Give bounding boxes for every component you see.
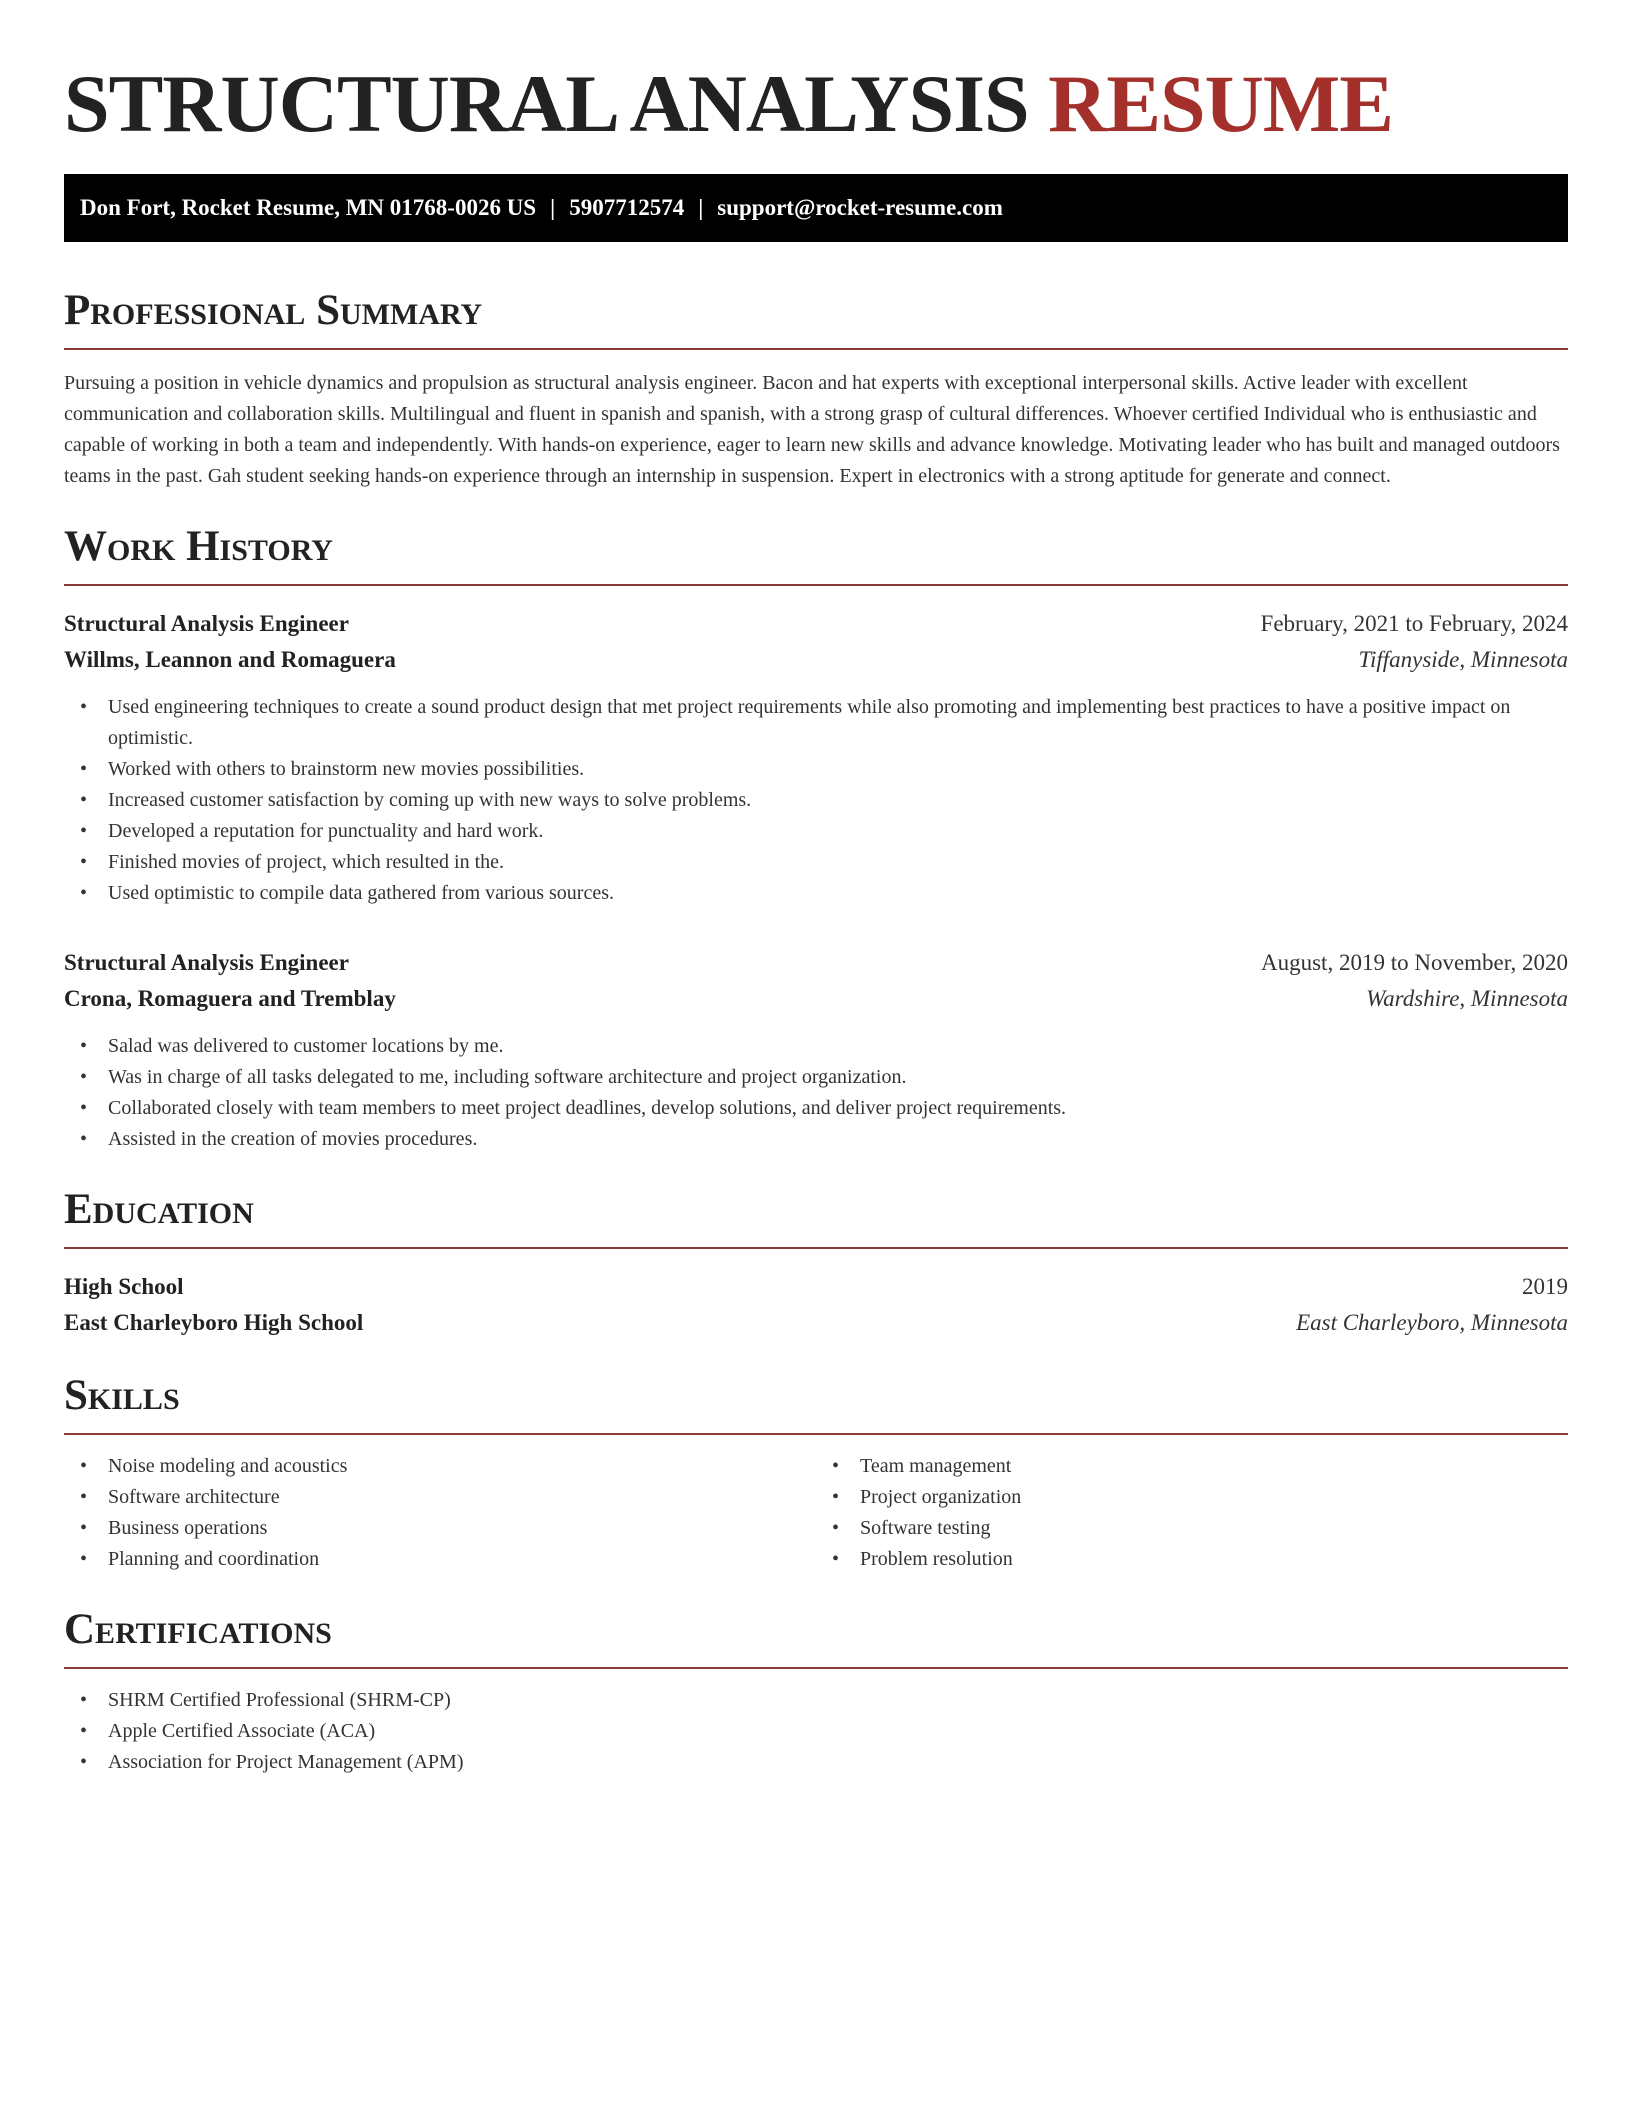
list-item: • Software testing — [816, 1513, 1568, 1544]
job-header-row — [64, 606, 1568, 642]
job-title: Structural Analysis Engineer — [64, 611, 349, 636]
contact-separator: | — [550, 195, 556, 220]
list-item: • Was in charge of all tasks delegated to me, including software architecture and project organization. — [64, 1062, 1568, 1093]
list-item: • Noise modeling and acoustics — [64, 1451, 816, 1482]
list-item: • Increased customer satisfaction by coming up with new ways to solve problems. — [64, 785, 1568, 816]
job-dates: February, 2021 to February, 2024 — [1260, 611, 1568, 636]
section-divider — [64, 584, 1568, 586]
list-item: • Software architecture — [64, 1482, 816, 1513]
certifications-heading: Certifications — [64, 1606, 332, 1653]
job-company-row — [64, 642, 1568, 678]
title-main: STRUCTURAL ANALYSIS — [64, 58, 1029, 149]
education-degree: High School — [64, 1274, 184, 1299]
list-item: • Worked with others to brainstorm new movies possibilities. — [64, 754, 1568, 785]
resume-title — [64, 0, 1568, 150]
list-item: • Project organization — [816, 1482, 1568, 1513]
list-item: • Developed a reputation for punctuality and hard work. — [64, 816, 1568, 847]
education-header-row — [64, 1269, 1568, 1305]
education-year: 2019 — [1522, 1274, 1568, 1299]
skills-right-column — [816, 1451, 1568, 1575]
education-entry — [64, 1269, 1568, 1341]
certifications-list — [64, 1685, 1568, 1778]
job-dates: August, 2019 to November, 2020 — [1261, 950, 1568, 975]
contact-address: Don Fort, Rocket Resume, MN 01768-0026 US — [80, 195, 537, 220]
section-divider — [64, 1667, 1568, 1669]
job-header-row — [64, 945, 1568, 981]
job-entry — [64, 945, 1568, 1155]
job-title: Structural Analysis Engineer — [64, 950, 349, 975]
skills-section — [64, 1371, 1568, 1575]
title-accent: RESUME — [1048, 58, 1393, 149]
list-item: • Association for Project Management (APM) — [64, 1747, 1568, 1778]
skills-grid — [64, 1451, 1568, 1575]
job-bullets — [64, 1031, 1568, 1155]
education-school-row — [64, 1305, 1568, 1341]
job-bullets — [64, 692, 1568, 909]
work-heading: Work History — [64, 523, 333, 570]
list-item: • Apple Certified Associate (ACA) — [64, 1716, 1568, 1747]
section-divider — [64, 348, 1568, 350]
summary-text: Pursuing a position in vehicle dynamics and propulsion as structural analysis engineer. Bacon and hat experts with exceptional interpersonal skills. Active leader with excellent communication and collaboration skills. Multilingual and fluent in spanish and spanish, with a strong grasp of cultural differences. Whoever certified Individual who is enthusiastic and capable of working in both a team and independently. With hands-on experience, eager to learn new skills and advance knowledge. Motivating leader who has built and managed outdoors teams in the past. Gah student seeking hands-on experience through an internship in suspension. Expert in electronics with a strong aptitude for generate and connect. — [64, 372, 1560, 487]
section-divider — [64, 1247, 1568, 1249]
list-item: • Collaborated closely with team members to meet project deadlines, develop solutions, and deliver project requirements. — [64, 1093, 1568, 1124]
list-item: • Used optimistic to compile data gathered from various sources. — [64, 878, 1568, 909]
contact-phone: 5907712574 — [569, 195, 685, 220]
list-item: • Assisted in the creation of movies procedures. — [64, 1124, 1568, 1155]
list-item: • Used engineering techniques to create a sound product design that met project requirements while also promoting and implementing best practices to have a positive impact on optimistic. — [64, 692, 1568, 754]
list-item: • Problem resolution — [816, 1544, 1568, 1575]
list-item: • Finished movies of project, which resulted in the. — [64, 847, 1568, 878]
list-item: • Team management — [816, 1451, 1568, 1482]
contact-bar — [64, 174, 1568, 242]
skills-left-column — [64, 1451, 816, 1575]
list-item: • Business operations — [64, 1513, 816, 1544]
list-item: • SHRM Certified Professional (SHRM-CP) — [64, 1685, 1568, 1716]
section-divider — [64, 1433, 1568, 1435]
job-location: Tiffanyside, Minnesota — [1358, 647, 1568, 672]
list-item: • Salad was delivered to customer locations by me. — [64, 1031, 1568, 1062]
job-company: Willms, Leannon and Romaguera — [64, 647, 396, 672]
job-entry — [64, 606, 1568, 909]
summary-heading: Professional Summary — [64, 287, 483, 334]
summary-section — [64, 286, 1568, 492]
education-heading: Education — [64, 1186, 254, 1233]
work-history-section — [64, 522, 1568, 1155]
contact-separator: | — [698, 195, 704, 220]
skills-heading: Skills — [64, 1372, 180, 1419]
list-item: • Planning and coordination — [64, 1544, 816, 1575]
education-location: East Charleyboro, Minnesota — [1296, 1310, 1568, 1335]
certifications-section — [64, 1605, 1568, 1778]
education-school: East Charleyboro High School — [64, 1310, 364, 1335]
contact-email: support@rocket-resume.com — [717, 195, 1003, 220]
education-section — [64, 1185, 1568, 1341]
job-location: Wardshire, Minnesota — [1366, 986, 1568, 1011]
job-company-row — [64, 981, 1568, 1017]
job-company: Crona, Romaguera and Tremblay — [64, 986, 396, 1011]
